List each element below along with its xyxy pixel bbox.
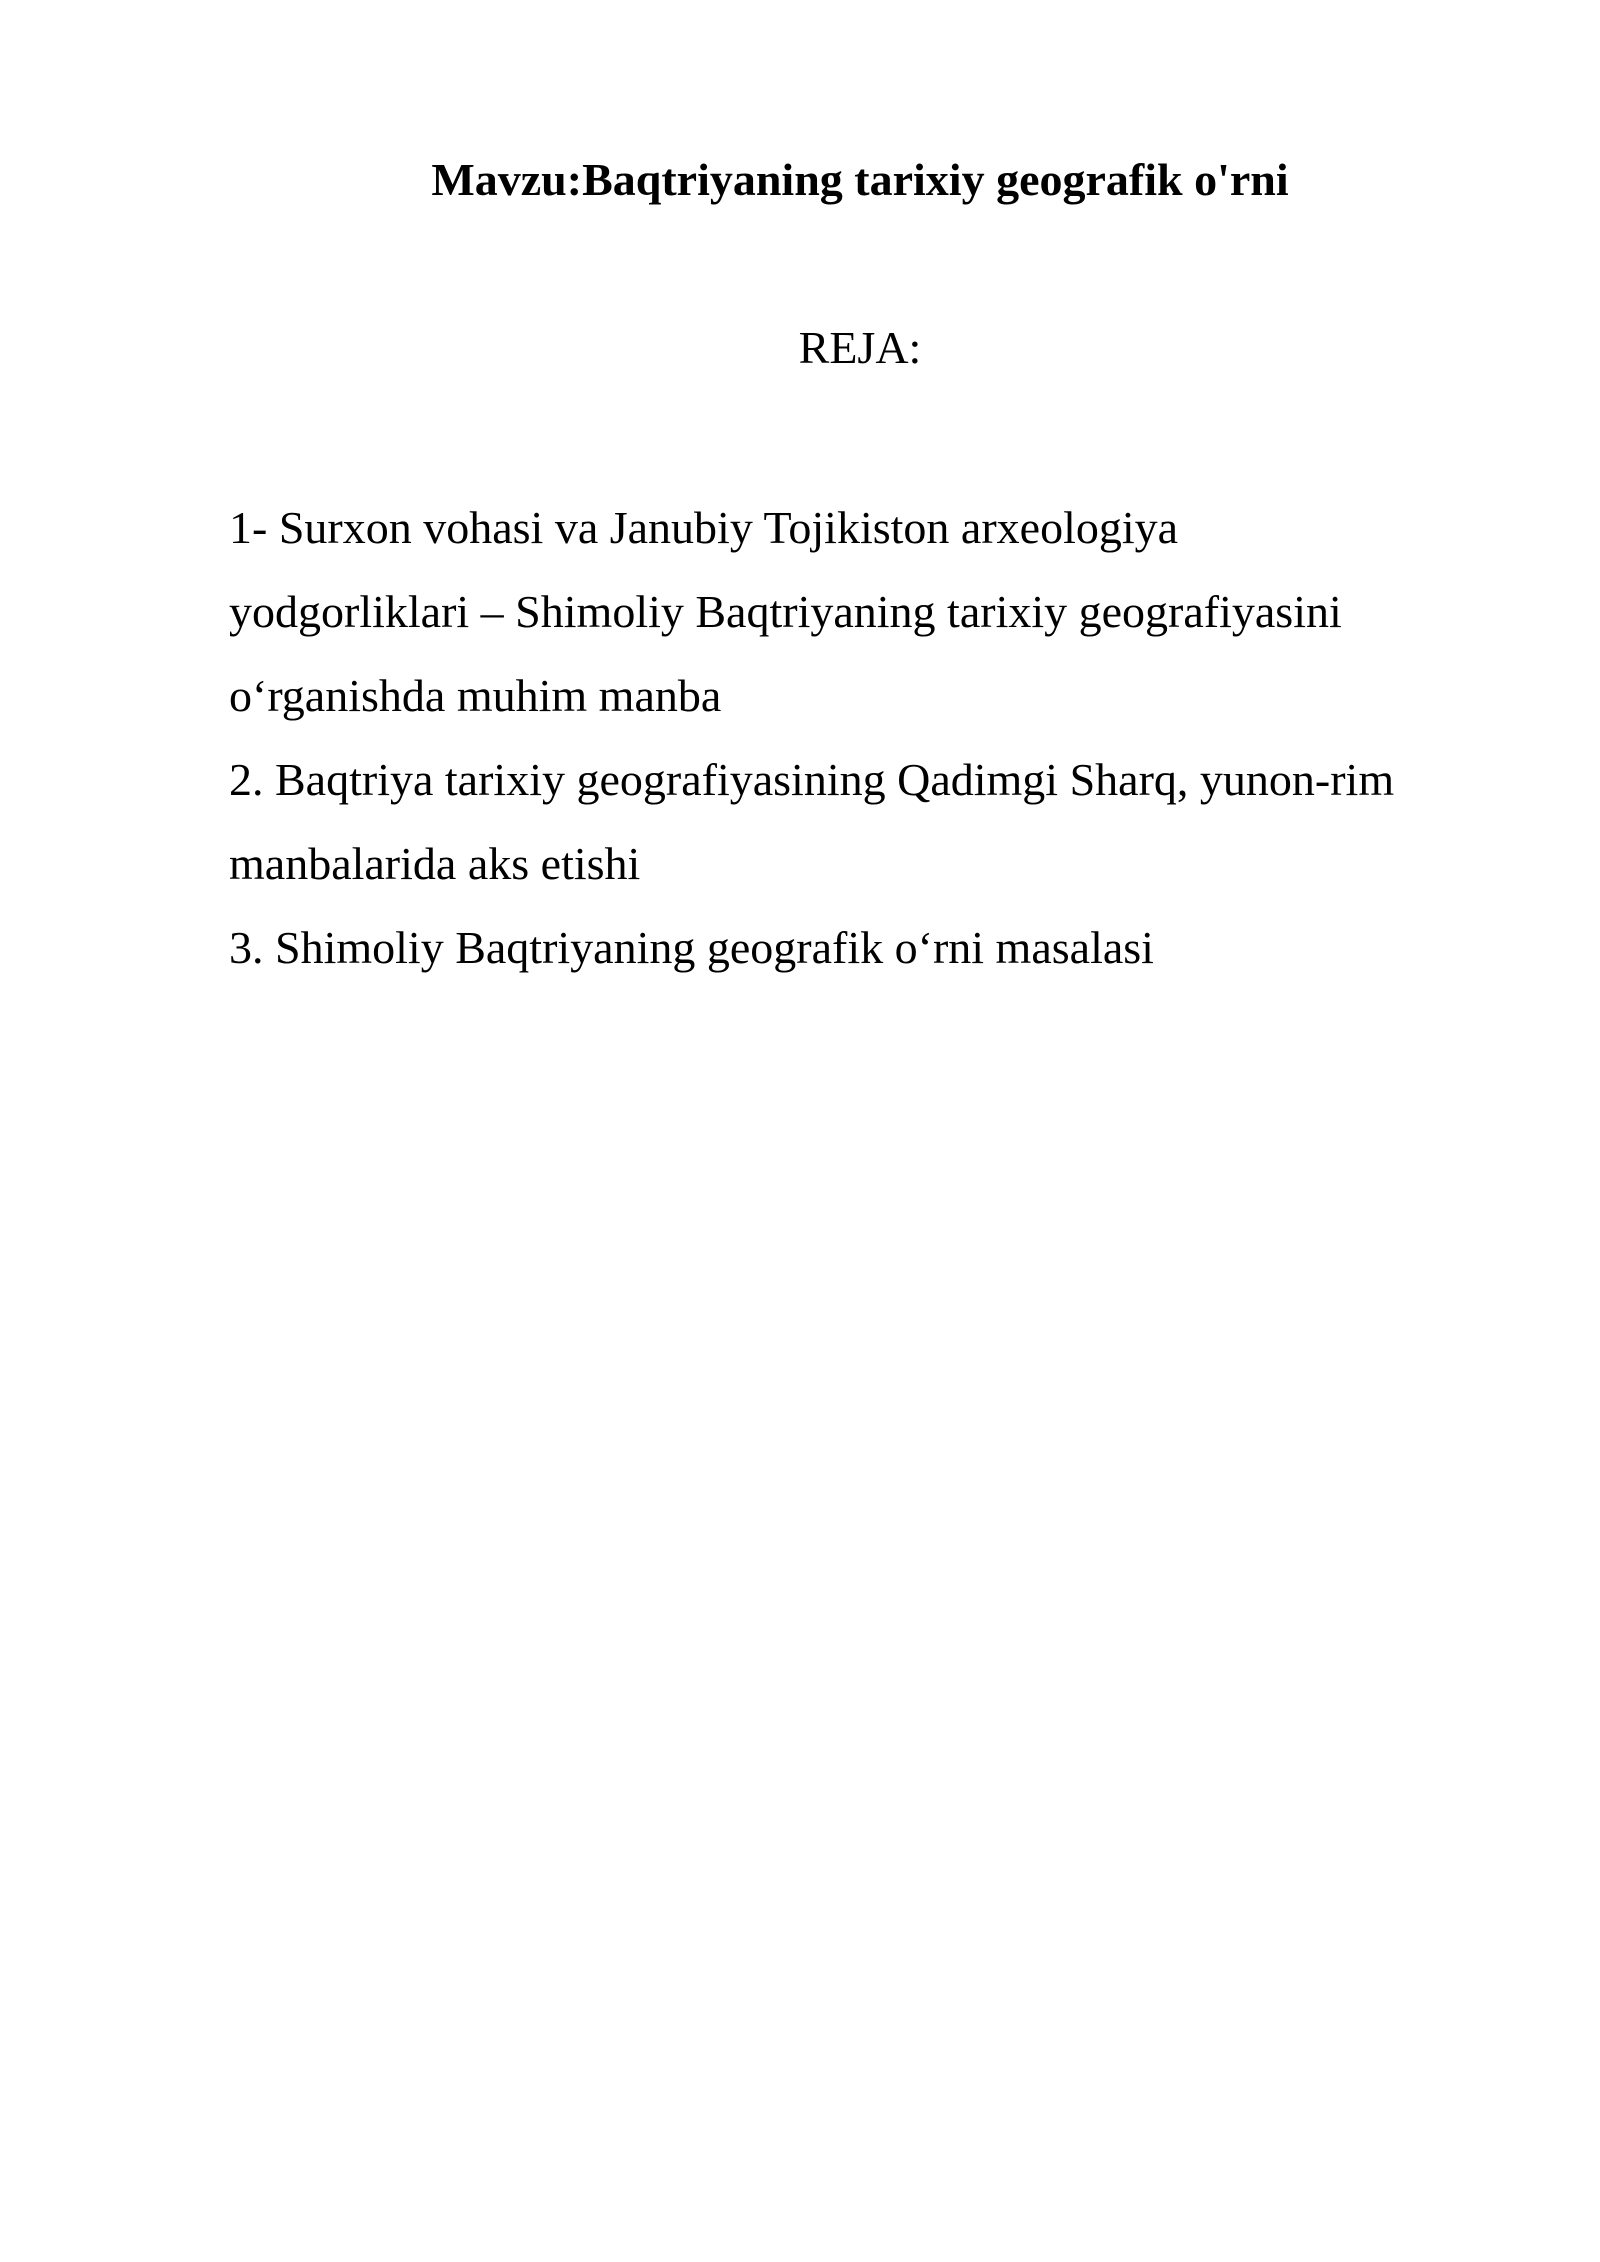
plan-list <box>229 486 1484 990</box>
plan-item-2-line-2: manbalarida aks etishi <box>229 838 641 889</box>
plan-item-1-line-2: yodgorliklari – Shimoliy Baqtriyaning tarixiy geografiyasini <box>229 586 1342 637</box>
plan-item-1-line-3: o‘rganishda muhim manba <box>229 670 722 721</box>
page-title: Mavzu:Baqtriyaning tarixiy geografik o'rni <box>431 154 1289 205</box>
plan-item-3-line-1: 3. Shimoliy Baqtriyaning geografik o‘rni masalasi <box>229 922 1154 973</box>
plan-heading: REJA: <box>798 322 922 373</box>
plan-item-1-line-1: 1- Surxon vohasi va Janubiy Tojikiston arxeologiya <box>229 502 1179 553</box>
plan-item-2-line-1: 2. Baqtriya tarixiy geografiyasining Qadimgi Sharq, yunon-rim <box>229 754 1395 805</box>
